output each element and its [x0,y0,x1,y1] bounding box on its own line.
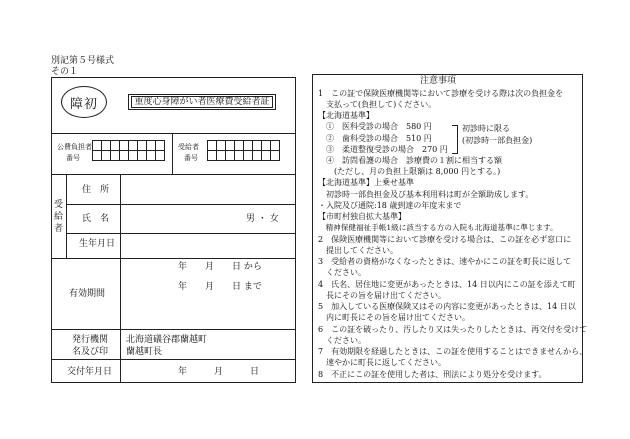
notes-line: ください。 [318,336,366,345]
notes-line: 初診時一部負担金及び基本利用料は町が全額助成します。 [318,190,534,199]
issuer-label-1: 発行機関 [72,335,109,345]
notes-line: 提出してください。 [318,246,398,255]
notes-line: 精神保健福祉手帳1級に該当する方の入院も北海道基準に準じます。 [318,223,558,232]
notes-line: 【北海道基準】 [318,111,374,120]
issue-date-value: 年 月 日 [178,367,260,377]
notes-line: 6 この証を破ったり、汚したり又は失ったりしたときは、再交付を受けて [318,325,588,334]
form-sub-number: その１ [51,67,79,77]
notes-line: 長にその旨を届け出てください。 [318,291,446,300]
notes-line: (ただし、月の負担上限額は 8,000 円とする。) [326,167,501,176]
notes-line: ② 歯科受診の場合 510 円 [326,134,432,143]
recipient-number-label-1: 受給者 [178,143,199,151]
notes-line: ④ 訪問看護の場合 診療費の１割に相当する額 [326,156,502,165]
notes-line: 8 不正にこの証を使用した者は、刑法により処分を受けます。 [318,370,547,379]
issuer-value-2: 蘭越町長 [126,347,163,357]
validity-from: 年 月 日 から [178,262,262,272]
notes-line: 【北海道基準】上乗せ基準 [318,178,414,187]
brace-mark [452,125,458,154]
recipient-number-label-2: 番号 [184,154,198,162]
certificate-title-box [128,94,276,110]
sex-label: 男 ・ 女 [246,214,279,224]
notes-line: 5 加入している医療保険又はその内容に変更があったときは、14 日以 [318,302,576,311]
brace-note-2: (初診時一部負担金) [462,136,533,145]
certificate-title: 重度心身障がい者医療費受給者証 [131,96,272,108]
notes-line: 速やかに町長に返してください。 [318,358,446,367]
notes-line: ・入院及び通院:18 歳到達の年度末まで [318,201,462,210]
validity-to: 年 月 日 まで [178,282,262,292]
address-label: 住 所 [82,185,110,195]
provider-number-label-2: 番号 [66,154,80,162]
issue-date-label: 交付年月日 [67,367,113,377]
notes-line: 3 受給者の資格がなくなったときは、速やかにこの証を町長に返して [318,257,572,266]
provider-number-boxes [92,140,171,161]
brace-note-1: 初診時に限る [462,124,510,133]
name-label: 氏 名 [82,214,110,224]
validity-label: 有効期間 [69,289,106,299]
recipient-number-boxes [207,140,280,161]
notes-line: ① 医科受診の場合 580 円 [326,122,432,131]
form-number: 別記第５号様式 [51,56,115,66]
notes-line: ③ 柔道整復受診の場合 270 円 [326,145,448,154]
issuer-value-1: 北海道礒谷郡蘭越町 [126,335,208,345]
recipient-vertical-label: 受給者 [54,200,64,234]
birth-date-label: 生年月日 [79,239,116,249]
notes-line: 1 この証で保険医療機関等において診療を受ける際は次の負担金を [318,89,564,98]
notes-title: 注意事項 [420,76,457,86]
notes-line: 【市町村独自拡大基準】 [318,212,406,221]
stamp-mark: 障初 [61,86,107,118]
notes-line: ください。 [318,268,366,277]
issuer-label-2: 名及び印 [72,347,109,357]
provider-number-label-1: 公費負担者 [57,143,92,151]
notes-line: 支払って(負担して)ください。 [318,100,437,109]
notes-line: 2 保険医療機関等において診療を受ける場合は、この証を必ず窓口に [318,235,572,244]
notes-line: 7 有効期限を経過したときは、この証を使用することはできませんから、 [318,347,588,356]
notes-line: 内に町長にその旨を届け出てください。 [318,313,470,322]
notes-line: 4 氏名、居住地に変更があったときは、14 日以内にこの証を添えて町 [318,280,576,289]
